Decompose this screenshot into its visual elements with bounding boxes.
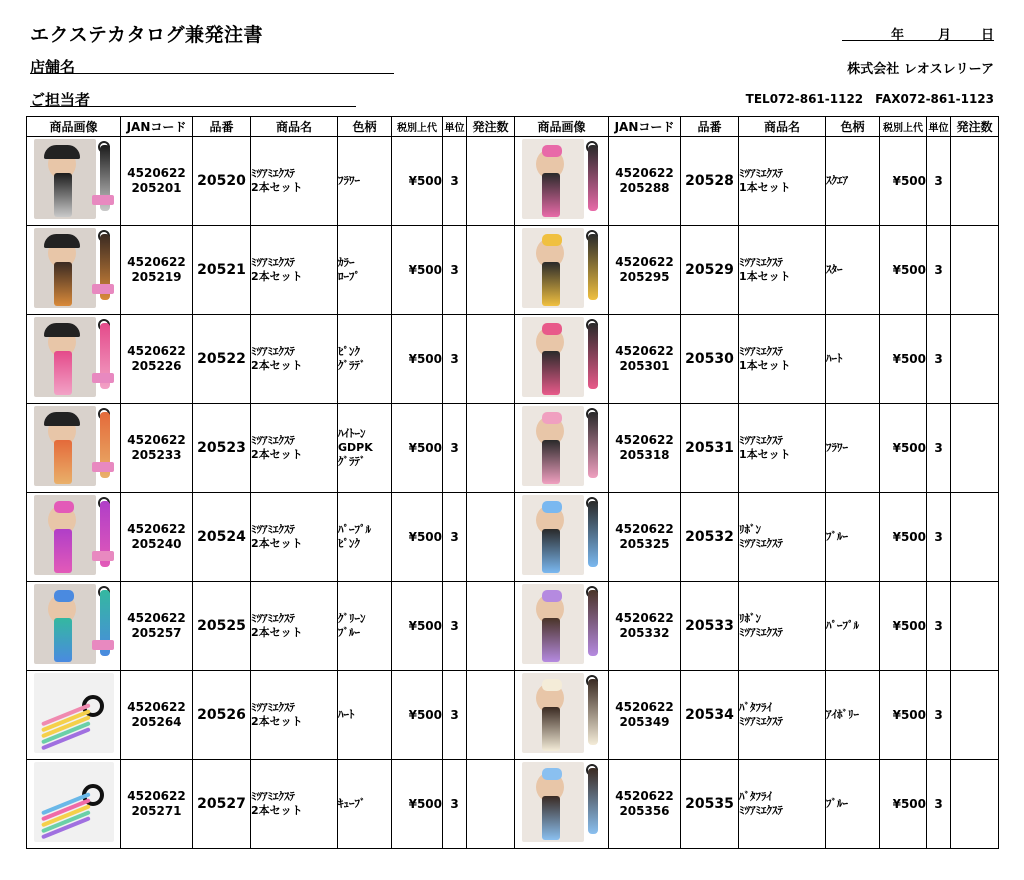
- order-qty-cell[interactable]: [951, 137, 999, 226]
- jan-code-cell: [121, 582, 193, 671]
- product-image-cell: [515, 582, 609, 671]
- product-name-header: 商品名: [251, 117, 338, 137]
- product-image-cell: [27, 315, 121, 404]
- jan-code-line: 205301: [619, 359, 670, 373]
- product-name-line: ﾐﾂｱﾐｴｸｽﾃ: [739, 256, 783, 269]
- product-name-line: 1本セット: [739, 448, 791, 461]
- product-photo: [34, 139, 114, 219]
- color-cell: [826, 226, 880, 315]
- product-image-cell: [27, 760, 121, 849]
- item-number-cell: 20528: [681, 137, 739, 226]
- order-qty-cell[interactable]: [467, 760, 515, 849]
- product-name-cell: [251, 493, 338, 582]
- price-cell: ¥500: [392, 760, 443, 849]
- product-image-cell: [27, 404, 121, 493]
- order-qty-cell[interactable]: [467, 404, 515, 493]
- page-title: エクステカタログ兼発注書: [30, 24, 264, 46]
- product-name-line: ﾊﾞﾀﾌﾗｲ: [739, 790, 772, 803]
- jan-code-line: 4520622: [615, 789, 674, 803]
- product-name-cell: [739, 226, 826, 315]
- color-cell: [338, 226, 392, 315]
- price-cell: ¥500: [880, 671, 927, 760]
- jan-code-cell: [609, 404, 681, 493]
- order-qty-cell[interactable]: [951, 493, 999, 582]
- color-cell: [826, 137, 880, 226]
- unit-cell: 3: [443, 760, 467, 849]
- color-line: GDPK: [338, 441, 373, 454]
- order-qty-cell[interactable]: [467, 315, 515, 404]
- color-line: ｸﾞﾗﾃﾞ: [338, 455, 366, 468]
- color-line: ﾛｰﾌﾟ: [338, 270, 360, 283]
- contact-numbers: [746, 92, 994, 106]
- product-name-line: ﾐﾂｱﾐｴｸｽﾃ: [251, 790, 295, 803]
- product-image-cell: [515, 671, 609, 760]
- price-cell: ¥500: [880, 226, 927, 315]
- product-name-line: ﾐﾂｱﾐｴｸｽﾃ: [739, 804, 783, 817]
- date-month-label: 月: [937, 28, 951, 43]
- color-cell: [338, 404, 392, 493]
- unit-cell: 3: [927, 671, 951, 760]
- color-line: ﾊﾟｰﾌﾟﾙ: [826, 619, 859, 632]
- color-cell: [338, 137, 392, 226]
- item-number-cell: 20530: [681, 315, 739, 404]
- jan-code-line: 205332: [619, 626, 670, 640]
- jan-code-header: JANコード: [121, 117, 193, 137]
- product-name-line: ﾐﾂｱﾐｴｸｽﾃ: [739, 715, 783, 728]
- product-name-line: ﾐﾂｱﾐｴｸｽﾃ: [739, 345, 783, 358]
- product-name-line: 1本セット: [739, 270, 791, 283]
- unit-cell: 3: [443, 582, 467, 671]
- jan-code-line: 4520622: [615, 166, 674, 180]
- jan-code-line: 4520622: [615, 522, 674, 536]
- unit-cell: 3: [927, 315, 951, 404]
- unit-cell: 3: [443, 137, 467, 226]
- color-line: ﾋﾟﾝｸ: [338, 537, 360, 550]
- price-cell: ¥500: [392, 671, 443, 760]
- unit-cell: 3: [443, 493, 467, 582]
- table-row: [27, 137, 999, 226]
- jan-code-line: 205318: [619, 448, 670, 462]
- order-qty-cell[interactable]: [467, 493, 515, 582]
- color-cell: [826, 315, 880, 404]
- unit-cell: 3: [927, 582, 951, 671]
- color-cell: [338, 315, 392, 404]
- product-photo: [522, 495, 602, 575]
- product-name-line: ﾐﾂｱﾐｴｸｽﾃ: [251, 434, 295, 447]
- jan-code-line: 4520622: [615, 433, 674, 447]
- product-photo: [522, 673, 602, 753]
- jan-code-line: 205325: [619, 537, 670, 551]
- unit-cell: 3: [443, 315, 467, 404]
- product-image-cell: [27, 582, 121, 671]
- item-number-header: 品番: [681, 117, 739, 137]
- color-line: ｸﾞﾘｰﾝ: [338, 612, 366, 625]
- color-line: ｽｸｴｱ: [826, 174, 848, 187]
- order-qty-cell[interactable]: [467, 137, 515, 226]
- jan-code-cell: [609, 582, 681, 671]
- product-name-line: ﾐﾂｱﾐｴｸｽﾃ: [251, 523, 295, 536]
- color-line: ｷｭｰﾌﾞ: [338, 797, 366, 810]
- product-name-line: 2本セット: [251, 715, 303, 728]
- table-row: [27, 315, 999, 404]
- jan-code-cell: [609, 671, 681, 760]
- item-number-header: 品番: [193, 117, 251, 137]
- color-cell: [338, 671, 392, 760]
- price-cell: ¥500: [880, 315, 927, 404]
- jan-code-cell: [609, 315, 681, 404]
- item-number-cell: 20526: [193, 671, 251, 760]
- unit-cell: 3: [927, 493, 951, 582]
- product-image-cell: [27, 671, 121, 760]
- product-name-line: 2本セット: [251, 359, 303, 372]
- color-header: 色柄: [826, 117, 880, 137]
- color-cell: [338, 760, 392, 849]
- unit-cell: 3: [927, 404, 951, 493]
- order-qty-cell[interactable]: [951, 315, 999, 404]
- jan-code-line: 4520622: [127, 611, 186, 625]
- product-image-cell: [515, 760, 609, 849]
- price-cell: ¥500: [880, 137, 927, 226]
- product-name-line: ﾐﾂｱﾐｴｸｽﾃ: [251, 612, 295, 625]
- table-header-row: [27, 117, 999, 137]
- unit-cell: 3: [927, 226, 951, 315]
- product-name-cell: [251, 671, 338, 760]
- color-line: ﾊｰﾄ: [826, 352, 843, 365]
- jan-code-line: 205240: [131, 537, 182, 551]
- color-line: ﾌﾗﾜｰ: [338, 174, 360, 187]
- item-number-cell: 20522: [193, 315, 251, 404]
- item-number-cell: 20521: [193, 226, 251, 315]
- color-cell: [826, 760, 880, 849]
- jan-code-line: 205356: [619, 804, 670, 818]
- price-cell: ¥500: [880, 404, 927, 493]
- color-cell: [826, 671, 880, 760]
- product-name-line: ﾊﾞﾀﾌﾗｲ: [739, 701, 772, 714]
- item-number-cell: 20525: [193, 582, 251, 671]
- color-line: ﾌﾞﾙｰ: [826, 530, 848, 543]
- color-line: ｸﾞﾗﾃﾞ: [338, 359, 366, 372]
- order-qty-cell[interactable]: [467, 671, 515, 760]
- product-name-cell: [251, 760, 338, 849]
- jan-code-cell: [121, 404, 193, 493]
- product-name-line: ﾐﾂｱﾐｴｸｽﾃ: [739, 537, 783, 550]
- jan-code-line: 4520622: [127, 166, 186, 180]
- color-line: ｽﾀｰ: [826, 263, 843, 276]
- order-qty-cell[interactable]: [951, 671, 999, 760]
- jan-code-line: 4520622: [127, 255, 186, 269]
- item-number-cell: 20535: [681, 760, 739, 849]
- product-name-line: ﾐﾂｱﾐｴｸｽﾃ: [251, 167, 295, 180]
- product-photo: [34, 495, 114, 575]
- table-row: [27, 493, 999, 582]
- price-cell: ¥500: [880, 582, 927, 671]
- product-name-cell: [739, 760, 826, 849]
- item-number-cell: 20524: [193, 493, 251, 582]
- product-name-line: ﾐﾂｱﾐｴｸｽﾃ: [739, 626, 783, 639]
- product-name-cell: [739, 137, 826, 226]
- product-photo: [522, 584, 602, 664]
- order-qty-cell[interactable]: [467, 582, 515, 671]
- color-header: 色柄: [338, 117, 392, 137]
- table-row: [27, 404, 999, 493]
- item-number-cell: 20529: [681, 226, 739, 315]
- color-line: ｱｲﾎﾞﾘｰ: [826, 708, 859, 721]
- product-name-line: ﾘﾎﾞﾝ: [739, 523, 761, 536]
- order-qty-cell[interactable]: [951, 226, 999, 315]
- catalog-table-body: [27, 137, 999, 849]
- color-line: ﾌﾞﾙｰ: [338, 626, 360, 639]
- order-qty-cell[interactable]: [951, 760, 999, 849]
- contact-person-label: ご担当者: [30, 91, 91, 109]
- product-name-line: 2本セット: [251, 270, 303, 283]
- jan-code-cell: [121, 226, 193, 315]
- color-cell: [338, 493, 392, 582]
- jan-code-line: 205257: [131, 626, 182, 640]
- color-cell: [826, 404, 880, 493]
- tel-number: TEL072-861-1122: [745, 92, 864, 106]
- jan-code-line: 4520622: [127, 433, 186, 447]
- product-photo: [34, 584, 114, 664]
- product-photo: [522, 228, 602, 308]
- product-photo: [34, 762, 114, 842]
- unit-cell: 3: [443, 404, 467, 493]
- table-row: [27, 671, 999, 760]
- jan-code-cell: [121, 493, 193, 582]
- product-image-cell: [27, 493, 121, 582]
- color-cell: [826, 493, 880, 582]
- product-name-cell: [739, 315, 826, 404]
- image-header: 商品画像: [27, 117, 121, 137]
- jan-code-cell: [121, 315, 193, 404]
- unit-cell: 3: [927, 760, 951, 849]
- unit-header: 単位: [443, 117, 467, 137]
- product-photo: [34, 673, 114, 753]
- unit-cell: 3: [443, 226, 467, 315]
- product-image-cell: [27, 137, 121, 226]
- jan-code-line: 4520622: [615, 611, 674, 625]
- shop-name-label: 店舗名: [30, 58, 76, 76]
- jan-code-cell: [121, 760, 193, 849]
- product-name-cell: [739, 582, 826, 671]
- jan-code-cell: [121, 137, 193, 226]
- product-name-line: ﾐﾂｱﾐｴｸｽﾃ: [739, 434, 783, 447]
- jan-code-line: 205233: [131, 448, 182, 462]
- product-name-cell: [739, 404, 826, 493]
- product-photo: [522, 406, 602, 486]
- fax-number: FAX072-861-1123: [875, 92, 994, 106]
- product-name-cell: [251, 404, 338, 493]
- price-header: 税別上代: [880, 117, 927, 137]
- contact-person-field[interactable]: [30, 106, 356, 107]
- product-name-line: 2本セット: [251, 537, 303, 550]
- price-cell: ¥500: [880, 760, 927, 849]
- product-name-line: ﾐﾂｱﾐｴｸｽﾃ: [251, 345, 295, 358]
- price-cell: ¥500: [392, 226, 443, 315]
- jan-code-cell: [609, 137, 681, 226]
- product-name-line: ﾐﾂｱﾐｴｸｽﾃ: [251, 701, 295, 714]
- jan-code-line: 205201: [131, 181, 182, 195]
- jan-code-line: 4520622: [127, 522, 186, 536]
- jan-code-line: 4520622: [127, 344, 186, 358]
- item-number-cell: 20523: [193, 404, 251, 493]
- product-image-cell: [515, 404, 609, 493]
- jan-code-cell: [609, 493, 681, 582]
- product-image-cell: [515, 493, 609, 582]
- product-name-cell: [251, 226, 338, 315]
- date-year-label: 年: [890, 28, 904, 43]
- price-cell: ¥500: [392, 315, 443, 404]
- table-row: [27, 760, 999, 849]
- table-row: [27, 226, 999, 315]
- jan-code-line: 205295: [619, 270, 670, 284]
- product-name-line: 2本セット: [251, 626, 303, 639]
- product-name-cell: [251, 315, 338, 404]
- product-name-line: 2本セット: [251, 804, 303, 817]
- order-qty-cell[interactable]: [467, 226, 515, 315]
- item-number-cell: 20520: [193, 137, 251, 226]
- product-name-line: ﾐﾂｱﾐｴｸｽﾃ: [251, 256, 295, 269]
- product-name-cell: [251, 582, 338, 671]
- item-number-cell: 20533: [681, 582, 739, 671]
- jan-code-line: 205349: [619, 715, 670, 729]
- unit-header: 単位: [927, 117, 951, 137]
- product-image-cell: [27, 226, 121, 315]
- product-image-cell: [515, 315, 609, 404]
- jan-code-line: 205226: [131, 359, 182, 373]
- color-cell: [338, 582, 392, 671]
- product-name-line: ﾘﾎﾞﾝ: [739, 612, 761, 625]
- order-qty-cell[interactable]: [951, 582, 999, 671]
- item-number-cell: 20532: [681, 493, 739, 582]
- product-name-line: 1本セット: [739, 359, 791, 372]
- product-photo: [34, 406, 114, 486]
- color-line: ﾊﾟｰﾌﾟﾙ: [338, 523, 371, 536]
- item-number-cell: 20527: [193, 760, 251, 849]
- product-photo: [522, 762, 602, 842]
- order-qty-cell[interactable]: [951, 404, 999, 493]
- product-name-cell: [739, 493, 826, 582]
- unit-cell: 3: [443, 671, 467, 760]
- jan-code-cell: [609, 760, 681, 849]
- order-qty-header: 発注数: [467, 117, 515, 137]
- jan-code-line: 205219: [131, 270, 182, 284]
- date-day-label: 日: [980, 28, 994, 43]
- item-number-cell: 20531: [681, 404, 739, 493]
- product-image-cell: [515, 137, 609, 226]
- color-cell: [826, 582, 880, 671]
- jan-code-line: 4520622: [127, 700, 186, 714]
- product-image-cell: [515, 226, 609, 315]
- table-row: [27, 582, 999, 671]
- unit-cell: 3: [927, 137, 951, 226]
- product-name-line: 2本セット: [251, 181, 303, 194]
- color-line: ﾊｰﾄ: [338, 708, 355, 721]
- product-photo: [34, 228, 114, 308]
- image-header: 商品画像: [515, 117, 609, 137]
- color-line: ﾊｲﾄｰﾝ: [338, 427, 366, 440]
- jan-code-line: 4520622: [615, 255, 674, 269]
- product-name-line: 2本セット: [251, 448, 303, 461]
- color-line: ﾋﾟﾝｸ: [338, 345, 360, 358]
- company-name: 株式会社 レオスレリーア: [847, 62, 994, 77]
- jan-code-header: JANコード: [609, 117, 681, 137]
- catalog-table: [26, 116, 999, 849]
- price-cell: ¥500: [392, 404, 443, 493]
- color-line: ﾌﾞﾙｰ: [826, 797, 848, 810]
- jan-code-cell: [121, 671, 193, 760]
- item-number-cell: 20534: [681, 671, 739, 760]
- jan-code-line: 4520622: [127, 789, 186, 803]
- product-name-line: ﾐﾂｱﾐｴｸｽﾃ: [739, 167, 783, 180]
- jan-code-line: 4520622: [615, 700, 674, 714]
- jan-code-line: 205288: [619, 181, 670, 195]
- shop-name-field[interactable]: [30, 73, 394, 74]
- product-name-line: 1本セット: [739, 181, 791, 194]
- product-photo: [522, 317, 602, 397]
- product-photo: [34, 317, 114, 397]
- price-cell: ¥500: [880, 493, 927, 582]
- price-cell: ¥500: [392, 137, 443, 226]
- price-cell: ¥500: [392, 582, 443, 671]
- product-photo: [522, 139, 602, 219]
- product-name-header: 商品名: [739, 117, 826, 137]
- product-name-cell: [251, 137, 338, 226]
- jan-code-cell: [609, 226, 681, 315]
- jan-code-line: 205264: [131, 715, 182, 729]
- date-underline: [842, 40, 994, 41]
- color-line: ﾌﾗﾜｰ: [826, 441, 848, 454]
- jan-code-line: 205271: [131, 804, 182, 818]
- color-line: ｶﾗｰ: [338, 256, 355, 269]
- order-qty-header: 発注数: [951, 117, 999, 137]
- price-cell: ¥500: [392, 493, 443, 582]
- jan-code-line: 4520622: [615, 344, 674, 358]
- price-header: 税別上代: [392, 117, 443, 137]
- product-name-cell: [739, 671, 826, 760]
